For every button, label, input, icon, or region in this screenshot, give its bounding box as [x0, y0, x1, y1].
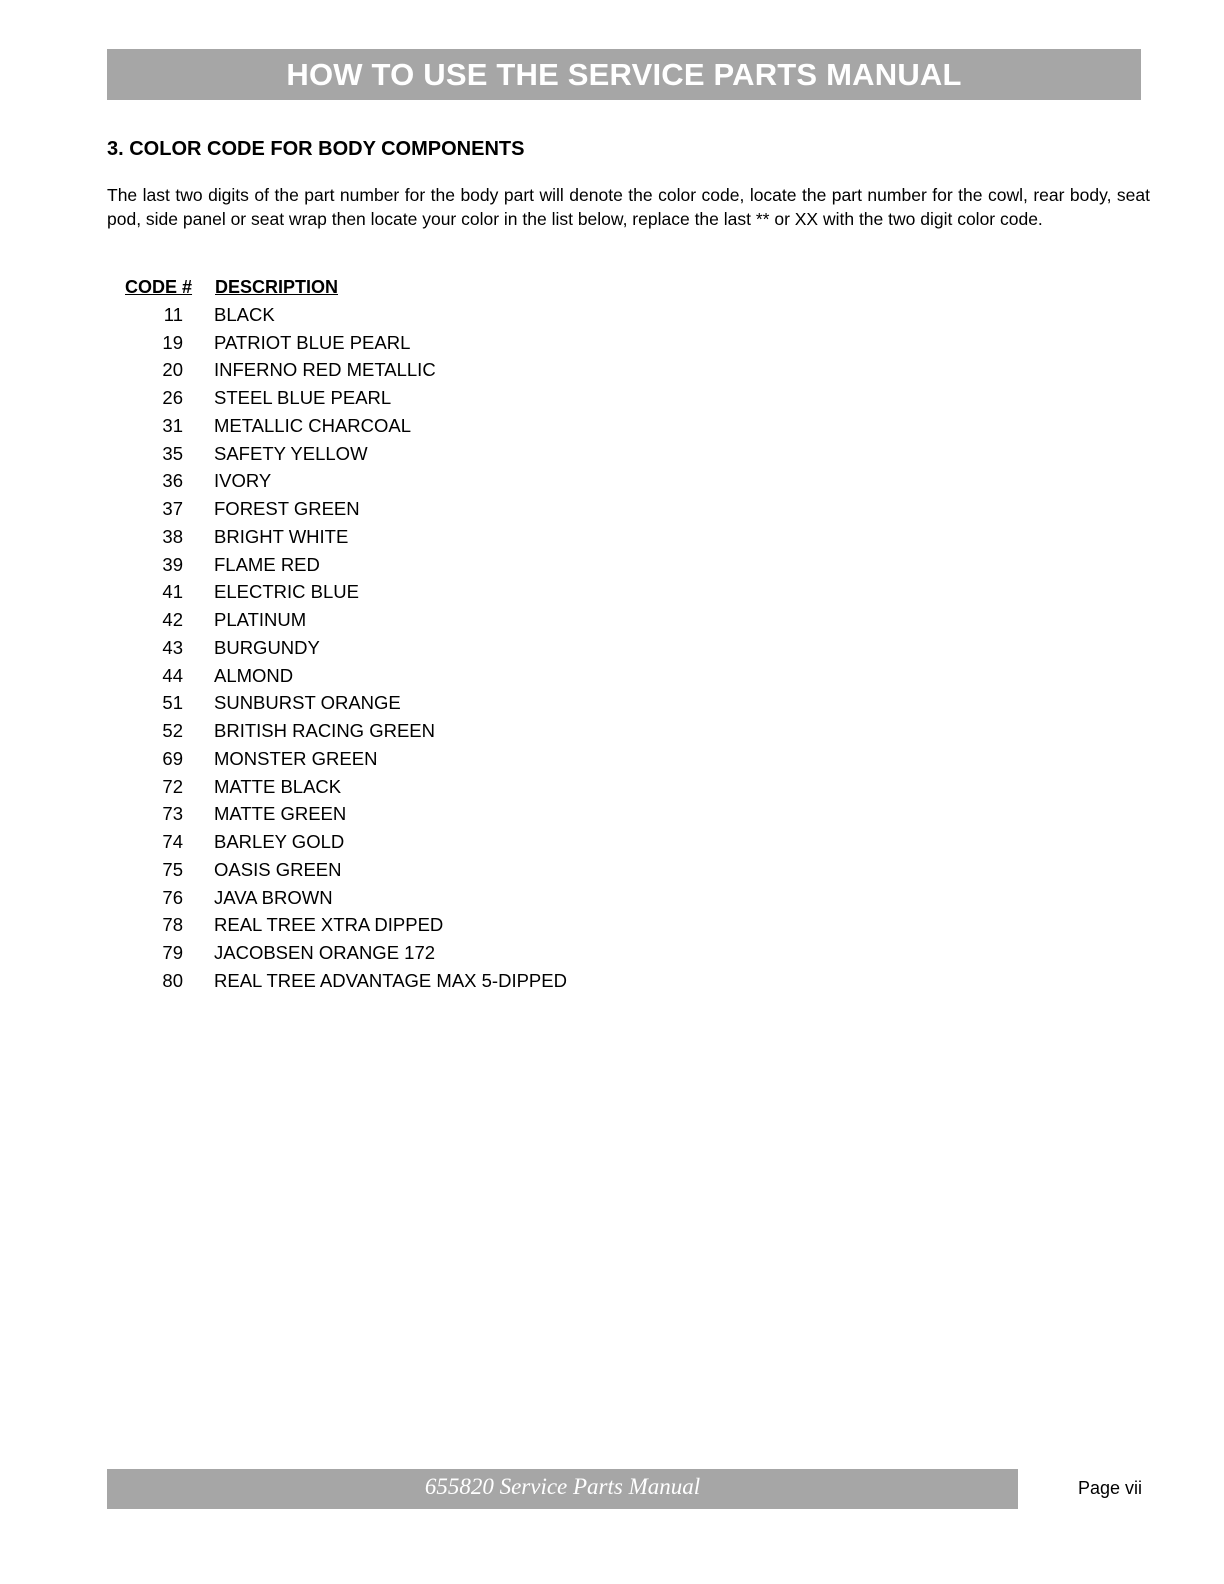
color-code-cell: 52	[162, 720, 183, 742]
color-description-cell: BRIGHT WHITE	[214, 525, 349, 547]
color-description-cell: JACOBSEN ORANGE 172	[214, 942, 436, 964]
color-code-cell: 51	[162, 692, 183, 714]
color-code-cell: 74	[162, 831, 183, 853]
table-row	[125, 745, 567, 773]
color-description-cell: FOREST GREEN	[214, 498, 360, 520]
color-code-cell: 80	[162, 969, 183, 991]
color-description-cell: SUNBURST ORANGE	[214, 692, 401, 714]
table-row	[125, 717, 567, 745]
color-description-cell: BRITISH RACING GREEN	[214, 720, 435, 742]
section-intro-paragraph: The last two digits of the part number for the body part will denote the color code, locate the part number for the cowl, rear body, seat pod, side panel or seat wrap then locate your color in the list below, replace the last ** or XX with the two digit color code.	[107, 185, 1150, 229]
color-code-cell: 41	[162, 581, 183, 603]
color-code-table	[125, 273, 567, 995]
color-description-cell: PATRIOT BLUE PEARL	[214, 331, 411, 353]
color-code-cell: 11	[163, 303, 183, 325]
color-code-cell: 37	[162, 498, 183, 520]
color-code-cell: 69	[162, 747, 183, 769]
color-code-cell: 39	[162, 553, 183, 575]
color-code-cell: 43	[162, 636, 183, 658]
color-description-cell: INFERNO RED METALLIC	[214, 359, 436, 381]
page-footer-bar	[107, 1469, 1018, 1509]
footer-manual-title: 655820 Service Parts Manual	[424, 1474, 701, 1499]
color-code-cell: 72	[162, 775, 183, 797]
color-code-cell: 19	[162, 331, 183, 353]
table-row	[125, 301, 567, 329]
table-row	[125, 662, 567, 690]
table-row	[125, 606, 567, 634]
table-row	[125, 773, 567, 801]
color-description-cell: SAFETY YELLOW	[214, 442, 368, 464]
color-description-cell: REAL TREE XTRA DIPPED	[214, 914, 444, 936]
table-row	[125, 856, 567, 884]
color-description-cell: PLATINUM	[214, 609, 307, 631]
table-row	[125, 579, 567, 607]
color-description-cell: ALMOND	[214, 664, 294, 686]
table-row	[125, 468, 567, 496]
color-code-cell: 73	[162, 803, 183, 825]
table-row	[125, 884, 567, 912]
table-row	[125, 440, 567, 468]
table-header-row	[125, 273, 567, 301]
section-heading: 3. COLOR CODE FOR BODY COMPONENTS	[107, 138, 525, 160]
color-code-cell: 38	[162, 525, 183, 547]
color-code-cell: 78	[162, 914, 183, 936]
color-description-cell: STEEL BLUE PEARL	[214, 387, 392, 409]
color-description-cell: JAVA BROWN	[214, 886, 333, 908]
table-row	[125, 801, 567, 829]
page-header-bar	[107, 49, 1141, 100]
column-header-description: DESCRIPTION	[215, 276, 339, 297]
color-description-cell: BARLEY GOLD	[214, 831, 345, 853]
color-code-cell: 36	[162, 470, 183, 492]
page-header-title: HOW TO USE THE SERVICE PARTS MANUAL	[286, 56, 962, 92]
color-code-cell: 75	[162, 858, 183, 880]
table-row	[125, 912, 567, 940]
table-row	[125, 523, 567, 551]
color-code-cell: 35	[162, 442, 183, 464]
color-description-cell: IVORY	[214, 470, 272, 492]
color-description-cell: ELECTRIC BLUE	[214, 581, 359, 603]
table-row	[125, 495, 567, 523]
table-row	[125, 690, 567, 718]
color-description-cell: OASIS GREEN	[214, 858, 342, 880]
color-code-cell: 44	[162, 664, 183, 686]
table-row	[125, 828, 567, 856]
table-row	[125, 967, 567, 995]
table-row	[125, 357, 567, 385]
table-row	[125, 329, 567, 357]
color-description-cell: METALLIC CHARCOAL	[214, 414, 412, 436]
table-body	[125, 301, 567, 995]
color-description-cell: MATTE BLACK	[214, 775, 342, 797]
color-code-cell: 20	[162, 359, 183, 381]
page-number: Page vii	[1078, 1478, 1143, 1498]
color-code-cell: 76	[162, 886, 183, 908]
color-description-cell: BLACK	[214, 303, 275, 325]
color-code-cell: 42	[162, 609, 183, 631]
table-row	[125, 551, 567, 579]
color-description-cell: MATTE GREEN	[214, 803, 347, 825]
column-header-code: CODE #	[125, 276, 193, 297]
color-description-cell: BURGUNDY	[214, 636, 320, 658]
color-code-cell: 79	[162, 942, 183, 964]
table-row	[125, 634, 567, 662]
table-row	[125, 384, 567, 412]
color-description-cell: REAL TREE ADVANTAGE MAX 5-DIPPED	[214, 969, 567, 991]
color-code-cell: 26	[162, 387, 183, 409]
color-description-cell: MONSTER GREEN	[214, 747, 378, 769]
table-row	[125, 412, 567, 440]
table-row	[125, 939, 567, 967]
color-code-cell: 31	[162, 414, 183, 436]
color-description-cell: FLAME RED	[214, 553, 320, 575]
